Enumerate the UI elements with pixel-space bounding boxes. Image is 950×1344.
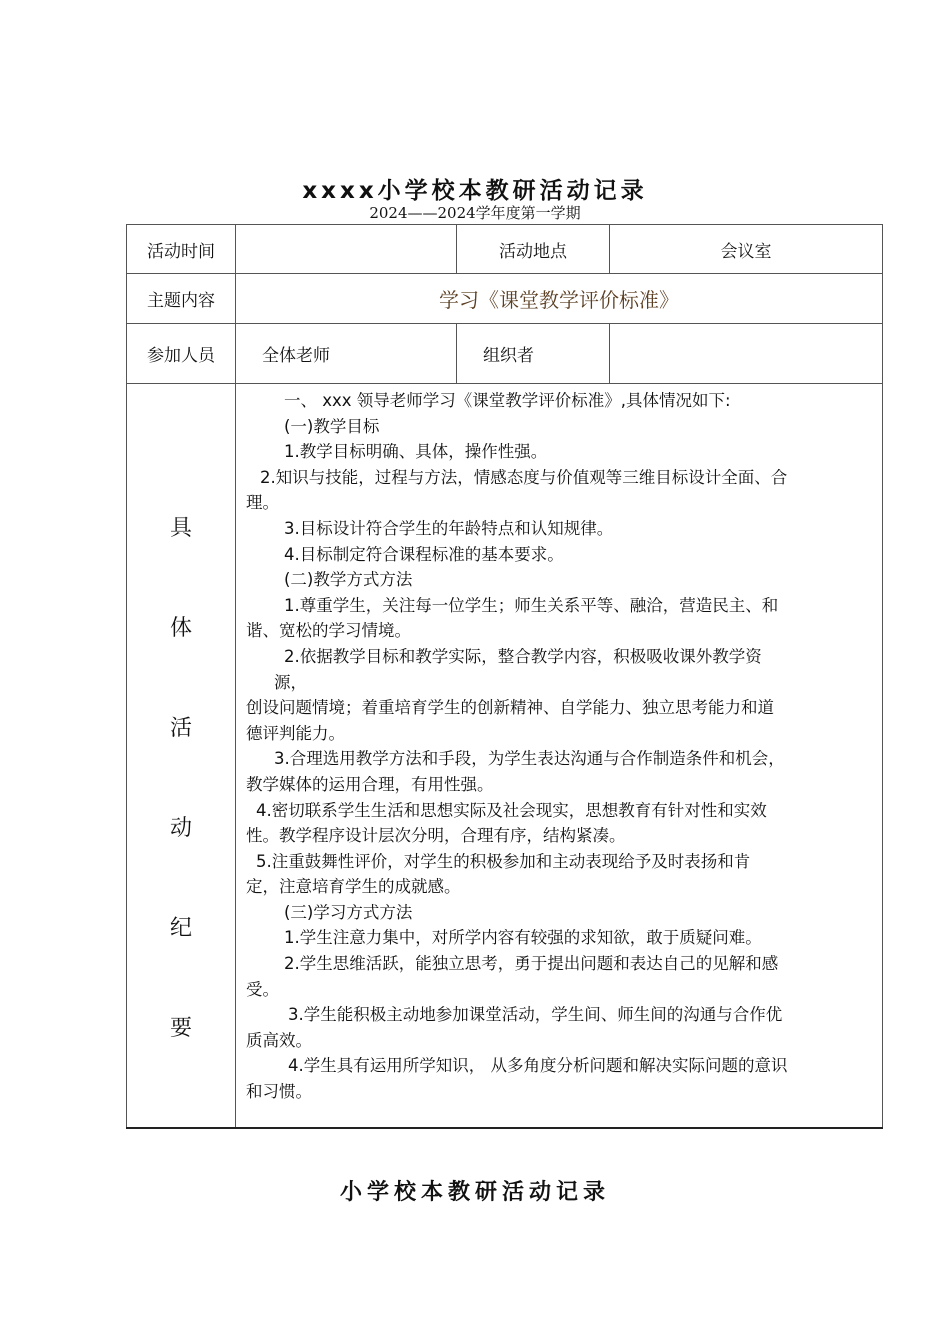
organizer-label: 组织者: [457, 324, 610, 384]
summary-label-char: 活: [169, 716, 192, 741]
participants-label: 参加人员: [127, 324, 236, 384]
summary-line: 一、 xxx 领导老师学习《课堂教学评价标准》,具体情况如下:: [284, 391, 731, 410]
row-participants: [127, 324, 883, 384]
summary-line: 4.学生具有运用所学知识， 从多角度分析问题和解决实际问题的意识: [288, 1056, 788, 1076]
summary-line: 2.依据教学目标和教学实际，整合教学内容，积极吸收课外教学资: [284, 646, 762, 666]
theme-label: 主题内容: [127, 274, 236, 324]
place-value: 会议室: [610, 225, 883, 274]
summary-line: 1.学生注意力集中，对所学内容有较强的求知欲，敢于质疑问难。: [284, 928, 762, 948]
summary-line: (二)教学方式方法: [284, 570, 413, 590]
summary-line: 理。: [246, 493, 279, 513]
summary-line: 4.密切联系学生生活和思想实际及社会现实，思想教育有针对性和实效: [256, 800, 767, 820]
summary-line: (三)学习方式方法: [284, 902, 413, 922]
row-summary: [127, 384, 883, 1128]
summary-line: 2.知识与技能，过程与方法，情感态度与价值观等三维目标设计全面、合: [260, 467, 788, 487]
summary-label: [127, 384, 236, 1128]
summary-line: 德评判能力。: [246, 723, 345, 743]
document-title: xxxx小学校本教研活动记录: [302, 178, 648, 204]
summary-label-char: 纪: [169, 916, 192, 941]
organizer-value: [610, 324, 883, 384]
summary-label-char: 动: [169, 816, 192, 841]
time-value: [236, 225, 457, 274]
summary-line: 3.学生能积极主动地参加课堂活动，学生间、师生间的沟通与合作优: [288, 1005, 783, 1025]
summary-label-char: 具: [169, 516, 192, 541]
summary-line: 5.注重鼓舞性评价，对学生的积极参加和主动表现给予及时表扬和肯: [256, 851, 751, 871]
activity-record-table: [126, 224, 883, 1129]
summary-line: 教学媒体的运用合理，有用性强。: [246, 774, 494, 794]
theme-value: 学习《课堂教学评价标准》: [236, 274, 883, 324]
summary-line: 1.教学目标明确、具体，操作性强。: [284, 442, 548, 462]
participants-value: 全体老师: [236, 324, 457, 384]
summary-line: 1.尊重学生，关注每一位学生；师生关系平等、融洽，营造民主、和: [284, 595, 779, 615]
summary-line: 定，注意培育学生的成就感。: [246, 877, 461, 897]
place-label: 活动地点: [457, 225, 610, 274]
second-record-title: 小学校本教研活动记录: [339, 1180, 610, 1205]
time-label: 活动时间: [127, 225, 236, 274]
summary-content: [236, 384, 883, 1128]
summary-line: 2.学生思维活跃，能独立思考，勇于提出问题和表达自己的见解和感: [284, 954, 779, 974]
document-subtitle: 2024——2024学年度第一学期: [369, 204, 581, 222]
summary-line: 受。: [246, 979, 279, 999]
summary-line: 3.合理选用教学方法和手段，为学生表达沟通与合作制造条件和机会，: [274, 749, 785, 769]
row-time-place: [127, 225, 883, 274]
summary-line: 3.目标设计符合学生的年龄特点和认知规律。: [284, 518, 614, 538]
summary-label-char: 体: [169, 616, 192, 641]
summary-line: 谐、宽松的学习情境。: [246, 621, 411, 641]
summary-line: 和习惯。: [246, 1082, 312, 1102]
row-theme: [127, 274, 883, 324]
summary-line: 质高效。: [246, 1030, 312, 1050]
summary-label-char: 要: [169, 1016, 192, 1041]
summary-line: 创设问题情境；着重培育学生的创新精神、自学能力、独立思考能力和道: [246, 698, 774, 718]
summary-line: (一)教学目标: [284, 416, 380, 436]
summary-line: 4.目标制定符合课程标准的基本要求。: [284, 544, 564, 564]
summary-line: 性。教学程序设计层次分明，合理有序，结构紧凑。: [246, 826, 626, 846]
summary-line: 源，: [274, 672, 307, 692]
